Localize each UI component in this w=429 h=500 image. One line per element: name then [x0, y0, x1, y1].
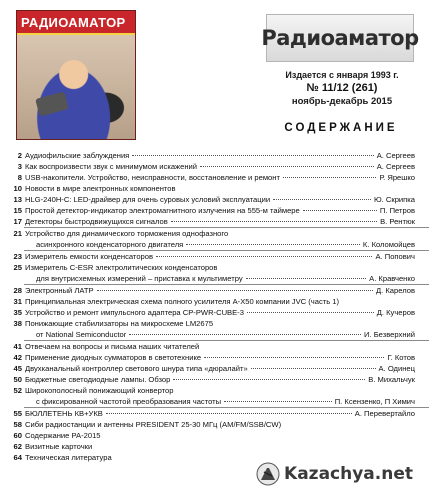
toc-entry	[25, 183, 415, 194]
toc-entry	[25, 352, 415, 363]
toc-page-number: 8	[17, 173, 22, 182]
toc-row	[0, 205, 429, 216]
toc-article-author: Ю. Скрипка	[374, 195, 415, 204]
toc-article-title: Содержание РА-2015	[25, 431, 101, 440]
toc-article-title: с фиксированной частотой преобразования частоты	[36, 397, 222, 406]
toc-article-title: Устройство для динамического торможения однофазного	[25, 229, 229, 238]
table-of-contents	[0, 150, 429, 463]
toc-row	[0, 172, 429, 183]
toc-page-number: 60	[13, 431, 22, 440]
toc-entry	[25, 161, 415, 172]
toc-row	[0, 150, 429, 161]
watermark-text: Kazachya.net	[284, 464, 413, 484]
publication-since: Издается с января 1993 г.	[285, 70, 399, 80]
toc-article-author: А. Кравченко	[369, 274, 415, 283]
toc-article-title: Двухканальный контроллер светового шнура типа «дюралайт»	[25, 364, 248, 373]
toc-article-author: И. Безверхний	[364, 330, 415, 339]
toc-page-number: 25	[13, 263, 22, 272]
toc-row	[0, 183, 429, 194]
cover-photo	[17, 35, 135, 139]
toc-article-author: Д. Карелов	[376, 286, 415, 295]
toc-entry	[25, 307, 415, 318]
toc-page-number: 28	[13, 286, 22, 295]
toc-article-author: В. Михальчук	[368, 375, 415, 384]
toc-page-number: 45	[13, 364, 22, 373]
toc-article-author: А. Сергеев	[376, 162, 415, 171]
toc-entry	[25, 441, 415, 452]
toc-article-title: Принципиальная электрическая схема полного усилителя А-Х50 компании JVC (часть 1)	[25, 297, 340, 306]
toc-article-title: HLG-240H-C: LED-драйвер для очень суровых условий эксплуатации	[25, 195, 271, 204]
toc-page-number: 42	[13, 353, 22, 362]
toc-article-title: Визитные карточки	[25, 442, 93, 451]
toc-dot-leader	[273, 198, 371, 200]
toc-page-number: 38	[13, 319, 22, 328]
toc-dot-leader	[200, 165, 374, 167]
toc-entry	[25, 172, 415, 183]
toc-page-number: 55	[13, 409, 22, 418]
toc-row	[0, 419, 429, 430]
toc-row	[0, 329, 429, 340]
toc-page-number: 21	[13, 229, 22, 238]
cossack-logo-icon	[256, 462, 280, 486]
toc-dot-leader	[247, 311, 374, 313]
toc-entry	[25, 228, 415, 239]
toc-article-title: Широкополосный понижающий конвертор	[25, 386, 174, 395]
toc-page-number: 31	[13, 297, 22, 306]
toc-article-author: А. Попович	[375, 252, 415, 261]
toc-row	[0, 307, 429, 318]
toc-article-author: А. Сергеев	[376, 151, 415, 160]
toc-row	[0, 396, 429, 407]
page-header	[0, 0, 429, 148]
toc-article-author: Г. Котов	[387, 353, 415, 362]
masthead-logo	[261, 14, 419, 62]
toc-page-number: 62	[13, 442, 22, 451]
toc-row	[0, 363, 429, 374]
toc-article-author: А. Перевертайло	[354, 409, 415, 418]
toc-article-title: от National Semiconductor	[36, 330, 127, 339]
toc-row	[0, 296, 429, 307]
toc-entry	[25, 251, 415, 262]
toc-article-title: Устройство и ремонт импульсного адаптера CP-PWR-CUBE-3	[25, 308, 244, 317]
toc-entry	[25, 385, 415, 396]
toc-dot-leader	[171, 220, 377, 222]
toc-entry	[25, 262, 415, 273]
watermark	[256, 462, 413, 486]
magazine-cover-image	[16, 10, 136, 140]
toc-entry	[25, 430, 415, 441]
toc-dot-leader	[173, 378, 365, 380]
toc-row	[0, 285, 429, 296]
toc-page-number: 41	[13, 342, 22, 351]
toc-row	[0, 273, 429, 284]
toc-dot-leader	[132, 154, 373, 156]
toc-dot-leader	[303, 209, 377, 211]
toc-article-title: Понижающие стабилизаторы на микросхеме LM2675	[25, 319, 214, 328]
toc-article-author: А. Одинец	[378, 364, 415, 373]
toc-article-author: К. Коломойцев	[362, 240, 415, 249]
toc-entry	[25, 194, 415, 205]
toc-dot-leader	[246, 277, 367, 279]
toc-dot-leader	[204, 356, 384, 358]
toc-entry	[25, 216, 415, 227]
toc-article-title: Аудиофильские заблуждения	[25, 151, 130, 160]
toc-page-number: 23	[13, 252, 22, 261]
toc-page-number: 64	[13, 453, 22, 462]
issue-number: № 11/12 (261)	[306, 82, 378, 94]
toc-dot-leader	[106, 412, 352, 414]
toc-row	[0, 374, 429, 385]
toc-page-number: 50	[13, 375, 22, 384]
device-icon	[35, 91, 69, 116]
toc-article-title: БЮЛЛЕТЕНЬ КВ+УКВ	[25, 409, 103, 418]
toc-row	[0, 408, 429, 419]
toc-page-number: 15	[13, 206, 22, 215]
toc-article-title: Сиби радиостанции и антенны PRESIDENT 25-30 МГц (AM/FM/SSB/CW)	[25, 420, 282, 429]
toc-row	[0, 239, 429, 250]
toc-entry	[25, 318, 415, 329]
cover-masthead: РАДИОАМАТОР	[21, 15, 126, 30]
toc-article-title: USB-накопители. Устройство, неисправности, восстановление и ремонт	[25, 173, 280, 182]
toc-dot-leader	[156, 255, 372, 257]
toc-entry	[25, 285, 415, 296]
toc-article-title: Детекторы быстродвижущихся сигналов	[25, 217, 168, 226]
toc-heading: СОДЕРЖАНИЕ	[284, 122, 398, 134]
toc-entry	[25, 341, 415, 352]
toc-article-title: Новости в мире электронных компонентов	[25, 184, 176, 193]
toc-row	[0, 441, 429, 452]
toc-row	[0, 385, 429, 396]
toc-entry	[25, 296, 415, 307]
toc-row	[0, 262, 429, 273]
toc-dot-leader	[224, 400, 332, 402]
toc-article-title: Простой детектор-индикатор электромагнитного излучения на 555-м таймере	[25, 206, 300, 215]
masthead-title: Радиоаматор	[261, 26, 419, 50]
toc-page-number: 2	[17, 151, 22, 160]
toc-entry	[25, 419, 415, 430]
toc-article-author: В. Рентюк	[380, 217, 415, 226]
toc-row	[0, 216, 429, 227]
toc-dot-leader	[251, 367, 376, 369]
toc-page-number: 52	[13, 386, 22, 395]
toc-page-number: 35	[13, 308, 22, 317]
toc-page-number: 17	[13, 217, 22, 226]
toc-entry	[25, 374, 415, 385]
toc-page-number: 3	[17, 162, 22, 171]
toc-entry	[36, 329, 415, 340]
toc-article-title: Техническая литература	[25, 453, 112, 462]
toc-page-number: 10	[13, 184, 22, 193]
toc-article-title: для внутрисхемных измерений – приставка к мультиметру	[36, 274, 243, 283]
toc-row	[0, 341, 429, 352]
toc-entry	[36, 396, 415, 407]
toc-row	[0, 352, 429, 363]
toc-page-number: 13	[13, 195, 22, 204]
toc-entry	[25, 408, 415, 419]
toc-article-author: Р. Ярешко	[379, 173, 415, 182]
toc-article-title: Бюджетные светодиодные лампы. Обзор	[25, 375, 171, 384]
toc-row	[0, 318, 429, 329]
toc-entry	[25, 363, 415, 374]
toc-dot-leader	[129, 333, 361, 335]
toc-row	[0, 194, 429, 205]
toc-row	[0, 251, 429, 262]
toc-dot-leader	[283, 176, 377, 178]
toc-article-title: Электронный ЛАТР	[25, 286, 94, 295]
toc-article-author: П. Петров	[379, 206, 415, 215]
toc-article-author: Д. Кучеров	[376, 308, 415, 317]
issue-months: ноябрь-декабрь 2015	[291, 96, 393, 107]
toc-row	[0, 228, 429, 239]
toc-dot-leader	[186, 243, 360, 245]
toc-article-title: Измеритель C-ESR электролитических конденсаторов	[25, 263, 218, 272]
toc-article-title: Применение диодных сумматоров в светотехнике	[25, 353, 202, 362]
toc-article-title: асинхронного конденсаторного двигателя	[36, 240, 184, 249]
toc-row	[0, 161, 429, 172]
toc-entry	[36, 239, 415, 250]
toc-entry	[25, 205, 415, 216]
toc-entry	[25, 150, 415, 161]
toc-entry	[36, 273, 415, 284]
toc-article-title: Измеритель емкости конденсаторов	[25, 252, 154, 261]
toc-article-title: Как воспроизвести звук с минимумом искажений	[25, 162, 198, 171]
toc-article-title: Отвечаем на вопросы и письма наших читателей	[25, 342, 200, 351]
toc-article-author: П. Ксензенко, П Химич	[334, 397, 415, 406]
toc-dot-leader	[97, 289, 373, 291]
toc-page-number: 58	[13, 420, 22, 429]
toc-row	[0, 430, 429, 441]
